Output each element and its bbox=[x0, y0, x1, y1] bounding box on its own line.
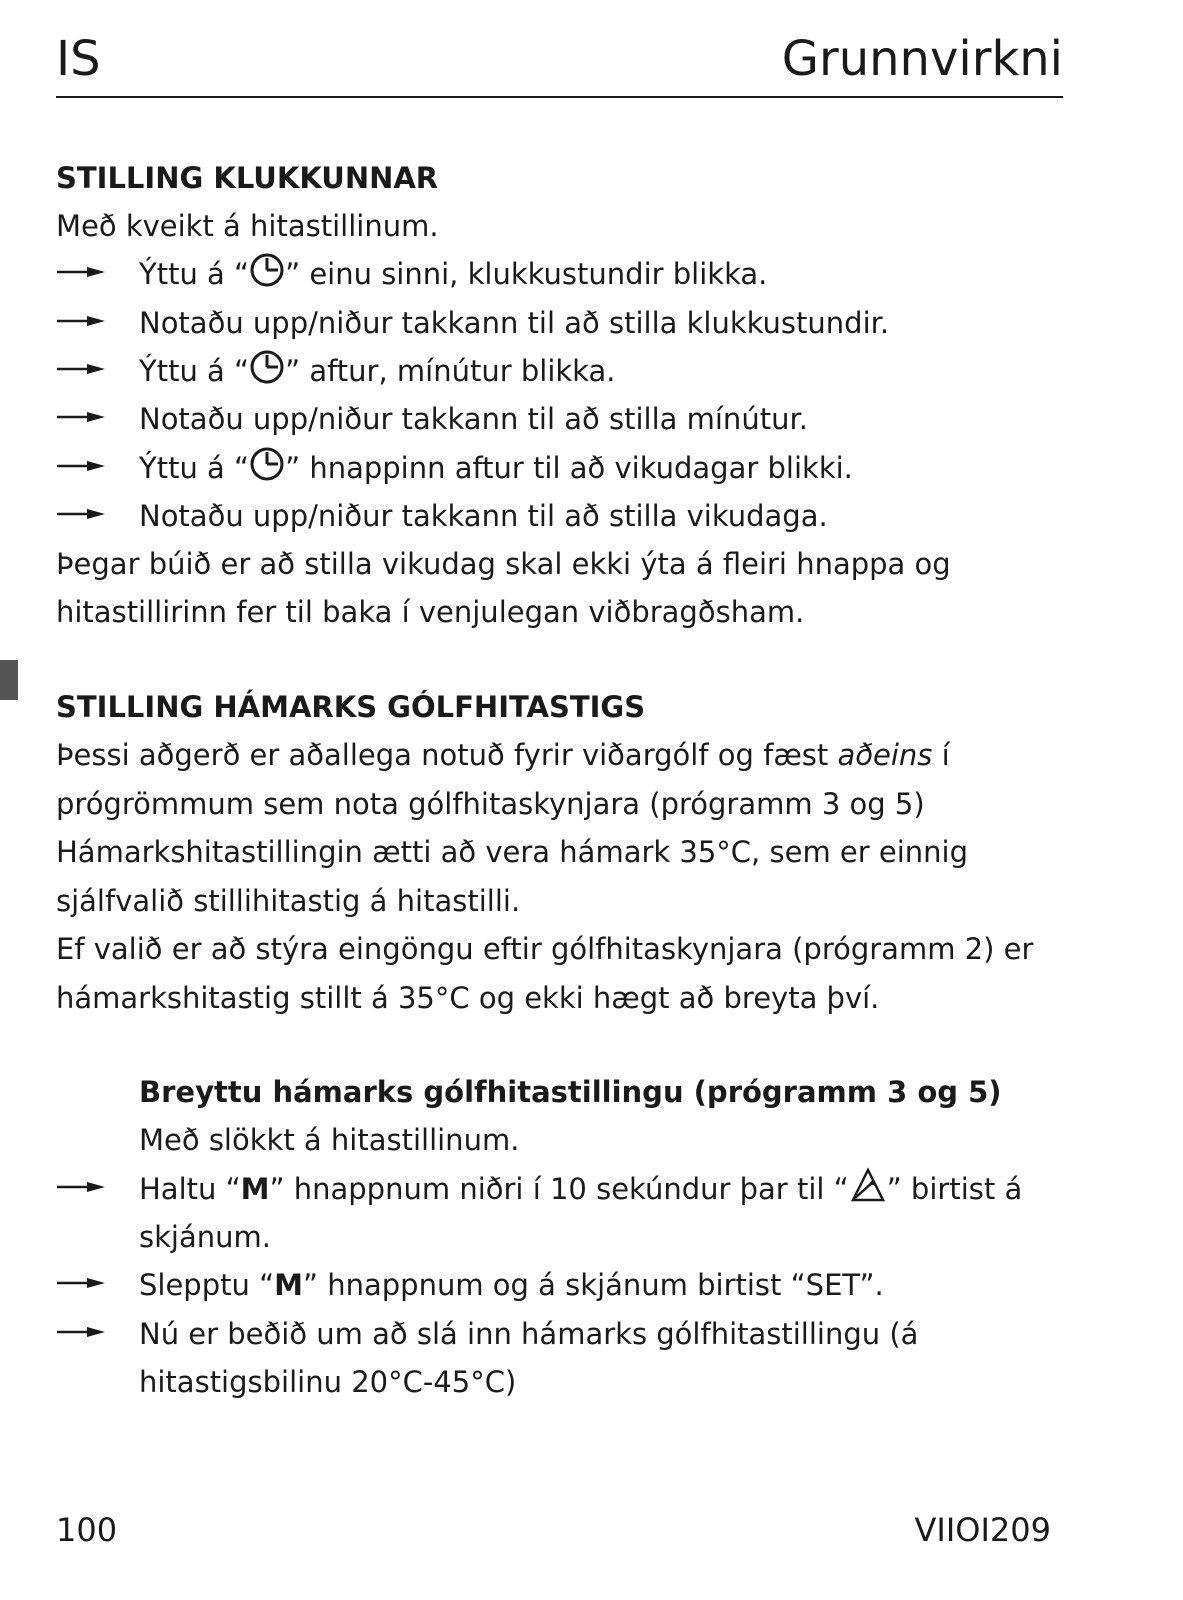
section1-closing-line-2: hitastillirinn fer til baka í venjulegan viðbragðsham. bbox=[56, 595, 805, 629]
step-set-minutes: Notaðu upp/niður takkann til að stilla mínútur. bbox=[139, 402, 808, 436]
arrow-right-icon bbox=[57, 1181, 105, 1193]
arrow-right-icon bbox=[57, 363, 105, 375]
step-release-m: Slepptu “M” hnappnum og á skjánum birtist “SET”. bbox=[139, 1268, 884, 1302]
step-press-clock-minutes: Ýttu á “ ” aftur, mínútur blikka. bbox=[139, 347, 615, 395]
section1-closing-line-1: Þegar búið er að stilla vikudag skal ekki ýta á fleiri hnappa og bbox=[56, 547, 951, 581]
section2-para-line-4: sjálfvalið stillihitastig á hitastilli. bbox=[56, 884, 521, 918]
triangle-warning-icon bbox=[849, 1166, 887, 1204]
arrow-right-icon bbox=[57, 266, 105, 278]
step-hold-m: Haltu “M” hnappnum niðri í 10 sekúndur þar til “ ” birtist á bbox=[139, 1165, 1022, 1213]
clock-icon bbox=[249, 349, 285, 385]
step-press-clock-weekday: Ýttu á “ ” hnappinn aftur til að vikudagar blikki. bbox=[139, 444, 853, 492]
clock-icon bbox=[249, 446, 285, 482]
side-tab-marker bbox=[0, 660, 18, 700]
section2-para-line-5: Ef valið er að stýra eingöngu eftir gólfhitaskynjara (prógramm 2) er bbox=[56, 932, 1034, 966]
arrow-right-icon bbox=[57, 411, 105, 423]
step-press-clock-hours: Ýttu á “ ” einu sinni, klukkustundir blikka. bbox=[139, 250, 767, 298]
arrow-right-icon bbox=[57, 1277, 105, 1289]
arrow-right-icon bbox=[57, 508, 105, 520]
section2-para-line-1: Þessi aðgerð er aðallega notuð fyrir viðargólf og fæst aðeins í bbox=[56, 738, 950, 772]
section2-para-line-3: Hámarkshitastillingin ætti að vera hámark 35°C, sem er einnig bbox=[56, 835, 969, 869]
sub-heading-change-floor-temp: Breyttu hámarks gólfhitastillingu (prógramm 3 og 5) bbox=[139, 1075, 1002, 1109]
section1-intro: Með kveikt á hitastillinum. bbox=[56, 209, 439, 243]
language-code: IS bbox=[56, 31, 101, 87]
step-set-weekday: Notaðu upp/niður takkann til að stilla vikudaga. bbox=[139, 499, 828, 533]
m-key-label: M bbox=[274, 1268, 303, 1302]
clock-icon bbox=[249, 252, 285, 288]
m-key-label: M bbox=[240, 1172, 270, 1206]
section2-para-line-6: hámarkshitastig stillt á 35°C og ekki hægt að breyta því. bbox=[56, 981, 880, 1015]
page-number: 100 bbox=[56, 1511, 118, 1549]
arrow-right-icon bbox=[57, 460, 105, 472]
page-title: Grunnvirkni bbox=[781, 31, 1063, 87]
section-heading-clock: STILLING KLUKKUNNAR bbox=[56, 161, 439, 195]
step-hold-m-continued: skjánum. bbox=[139, 1220, 271, 1254]
sub-intro: Með slökkt á hitastillinum. bbox=[139, 1123, 520, 1157]
header-divider bbox=[56, 96, 1063, 98]
step-enter-max-temp-continued: hitastigsbilinu 20°C-45°C) bbox=[139, 1365, 517, 1399]
section-heading-floor-temp: STILLING HÁMARKS GÓLFHITASTIGS bbox=[56, 690, 646, 724]
section2-para-line-2: prógrömmum sem nota gólfhitaskynjara (prógramm 3 og 5) bbox=[56, 787, 925, 821]
arrow-right-icon bbox=[57, 315, 105, 327]
step-enter-max-temp: Nú er beðið um að slá inn hámarks gólfhitastillingu (á bbox=[139, 1317, 919, 1351]
step-set-hours: Notaðu upp/niður takkann til að stilla klukkustundir. bbox=[139, 306, 890, 340]
arrow-right-icon bbox=[57, 1326, 105, 1338]
document-code: VIIOI209 bbox=[914, 1511, 1051, 1549]
